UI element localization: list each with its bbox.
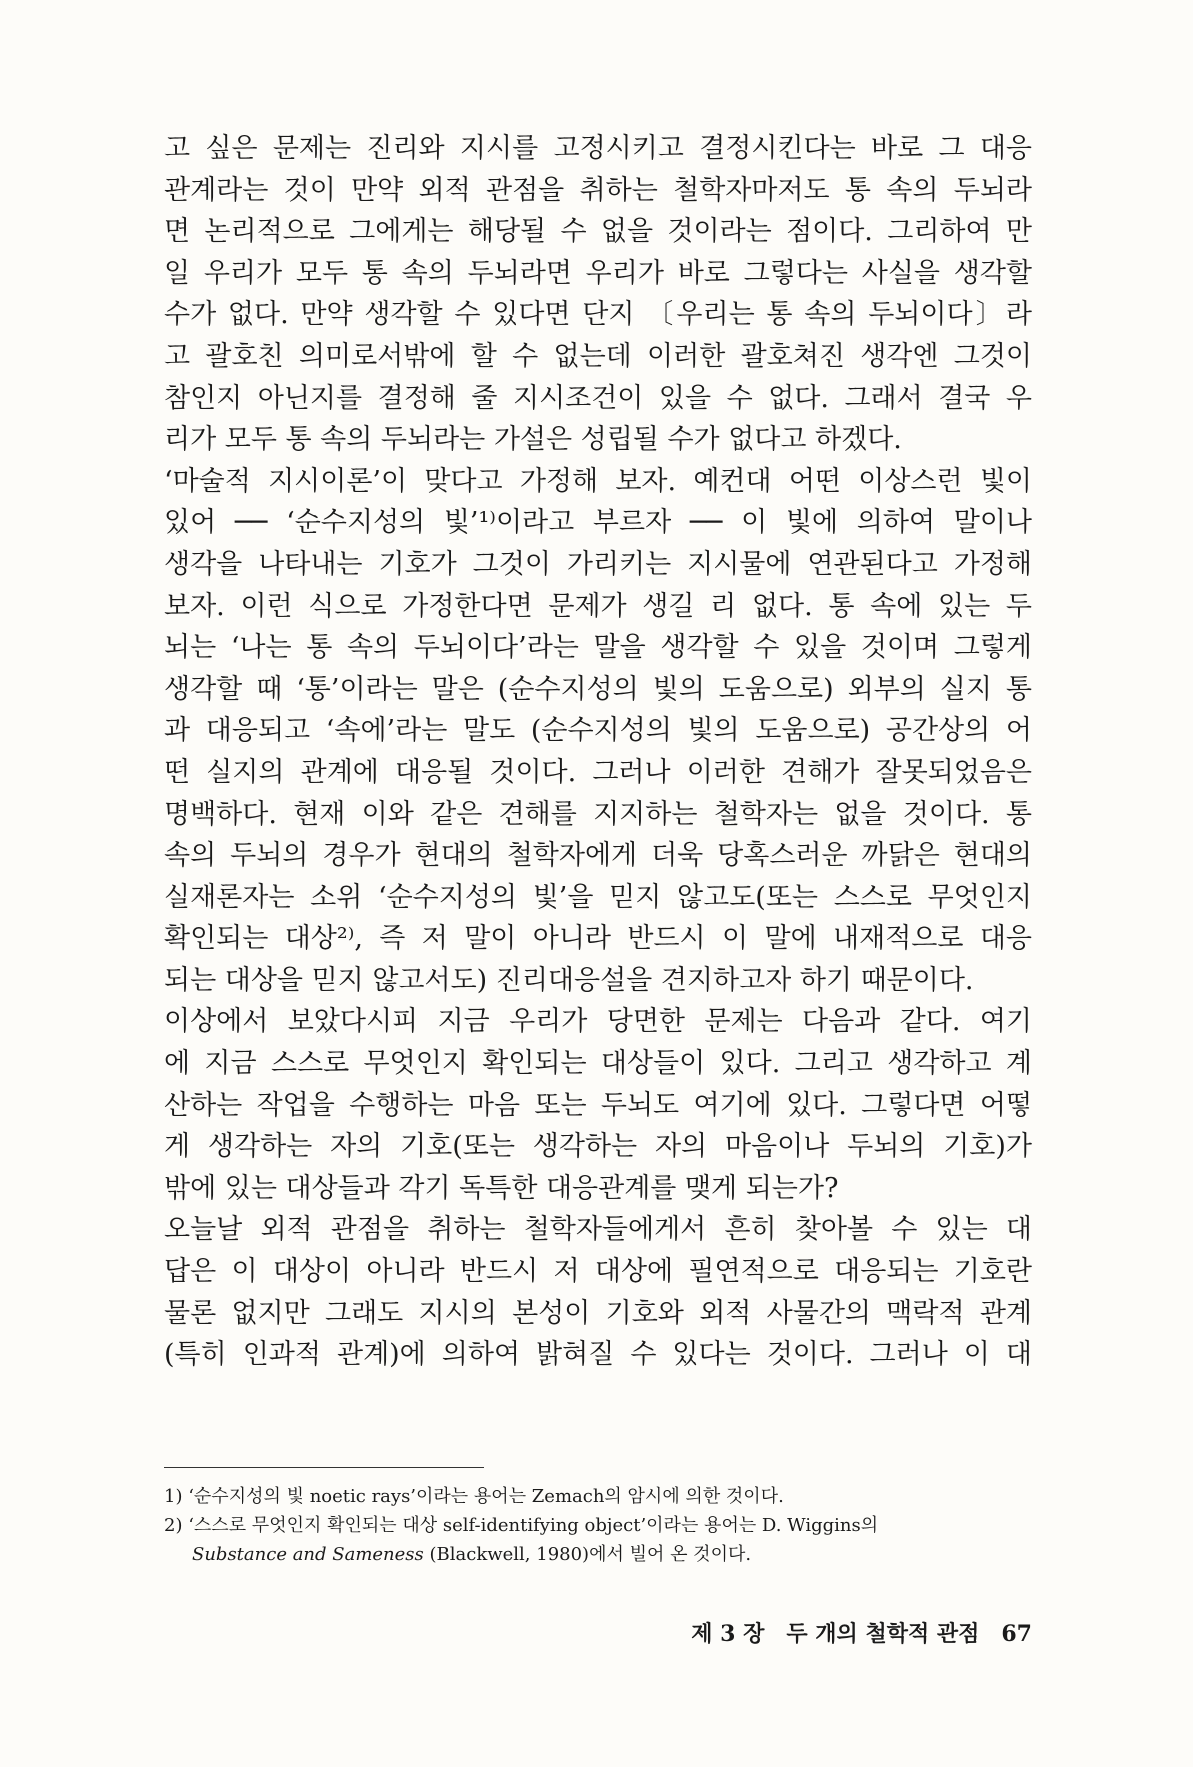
text-line: 일 우리가 모두 통 속의 두뇌라면 우리가 바로 그렇다는 사실을 생각할: [164, 257, 1032, 289]
text-line: ‘마술적 지시이론’이 맞다고 가정해 보자. 예컨대 어떤 이상스런 빛이: [164, 465, 1032, 497]
text-line: 답은 이 대상이 아니라 반드시 저 대상에 필연적으로 대응되는 기호란: [164, 1256, 1032, 1288]
text-line: 고 싶은 문제는 진리와 지시를 고정시키고 결정시킨다는 바로 그 대응: [164, 133, 1032, 164]
running-footer: [0, 1617, 1032, 1648]
chapter-label: 제 3 장: [691, 1621, 765, 1647]
text-line: 리가 모두 통 속의 두뇌라는 가설은 성립될 수가 없다고 하겠다.: [164, 424, 902, 456]
footnotes: [164, 1482, 1032, 1569]
text-line: 속의 두뇌의 경우가 현대의 철학자에게 더욱 당혹스러운 까닭은 현대의: [164, 840, 1032, 872]
footnote-1: 1) ‘순수지성의 빛 noetic rays’이라는 용어는 Zemach의 암시에 의한 것이다.: [164, 1486, 784, 1507]
text-line: 수가 없다. 만약 생각할 수 있다면 단지 〔우리는 통 속의 두뇌이다〕라: [164, 299, 1032, 331]
text-line: 관계라는 것이 만약 외적 관점을 취하는 철학자마저도 통 속의 두뇌라: [164, 174, 1032, 206]
text-line: 이상에서 보았다시피 지금 우리가 당면한 문제는 다음과 같다. 여기: [164, 1006, 1032, 1038]
text-line: (특히 인과적 관계)에 의하여 밝혀질 수 있다는 것이다. 그러나 이 대: [164, 1339, 1032, 1371]
text-line: 밖에 있는 대상들과 각기 독특한 대응관계를 맺게 되는가?: [164, 1172, 839, 1204]
text-line: 고 괄호친 의미로서밖에 할 수 없는데 이러한 괄호쳐진 생각엔 그것이: [164, 340, 1032, 372]
text-line: 되는 대상을 믿지 않고서도) 진리대응설을 견지하고자 하기 때문이다.: [164, 964, 974, 996]
text-line: 면 논리적으로 그에게는 해당될 수 없을 것이라는 점이다. 그리하여 만: [164, 216, 1032, 248]
text-line: 산하는 작업을 수행하는 마음 또는 두뇌도 여기에 있다. 그렇다면 어떻: [164, 1089, 1032, 1121]
text-line: 뇌는 ‘나는 통 속의 두뇌이다’라는 말을 생각할 수 있을 것이며 그렇게: [164, 632, 1032, 664]
text-line: 물론 없지만 그래도 지시의 본성이 기호와 외적 사물간의 맥락적 관계: [164, 1297, 1032, 1329]
text-line: 확인되는 대상²⁾, 즉 저 말이 아니라 반드시 이 말에 내재적으로 대응: [164, 923, 1032, 955]
text-line: 에 지금 스스로 무엇인지 확인되는 대상들이 있다. 그리고 생각하고 계: [164, 1048, 1032, 1080]
text-line: 생각할 때 ‘통’이라는 말은 (순수지성의 빛의 도움으로) 외부의 실지 통: [164, 673, 1032, 705]
page-number: 67: [1001, 1621, 1032, 1647]
text-line: 참인지 아닌지를 결정해 줄 지시조건이 있을 수 없다. 그래서 결국 우: [164, 382, 1032, 414]
text-line: 오늘날 외적 관점을 취하는 철학자들에게서 흔히 찾아볼 수 있는 대: [164, 1214, 1032, 1246]
text-line: 실재론자는 소위 ‘순수지성의 빛’을 믿지 않고도(또는 스스로 무엇인지: [164, 881, 1032, 913]
text-line: 과 대응되고 ‘속에’라는 말도 (순수지성의 빛의 도움으로) 공간상의 어: [164, 715, 1032, 747]
body-text: [164, 128, 1032, 1376]
footnote-2-rest: (Blackwell, 1980)에서 빌어 온 것이다.: [423, 1544, 752, 1565]
text-line: 명백하다. 현재 이와 같은 견해를 지지하는 철학자는 없을 것이다. 통: [164, 798, 1032, 830]
footnote-2-continued: [164, 1540, 1032, 1569]
text-line: 게 생각하는 자의 기호(또는 생각하는 자의 마음이나 두뇌의 기호)가: [164, 1131, 1032, 1163]
chapter-title: 두 개의 철학적 관점: [786, 1621, 980, 1647]
footnote-2: 2) ‘스스로 무엇인지 확인되는 대상 self-identifying object’이라는 용어는 D. Wiggins의: [164, 1515, 879, 1536]
text-line: 있어 ── ‘순수지성의 빛’¹⁾이라고 부르자 ── 이 빛에 의하여 말이나: [164, 507, 1032, 539]
text-line: 보자. 이런 식으로 가정한다면 문제가 생길 리 없다. 통 속에 있는 두: [164, 590, 1032, 622]
footnote-rule: [164, 1467, 484, 1468]
book-title: Substance and Sameness: [192, 1544, 424, 1565]
text-line: 떤 실지의 관계에 대응될 것이다. 그러나 이러한 견해가 잘못되었음은: [164, 756, 1032, 788]
text-line: 생각을 나타내는 기호가 그것이 가리키는 지시물에 연관된다고 가정해: [164, 548, 1032, 580]
